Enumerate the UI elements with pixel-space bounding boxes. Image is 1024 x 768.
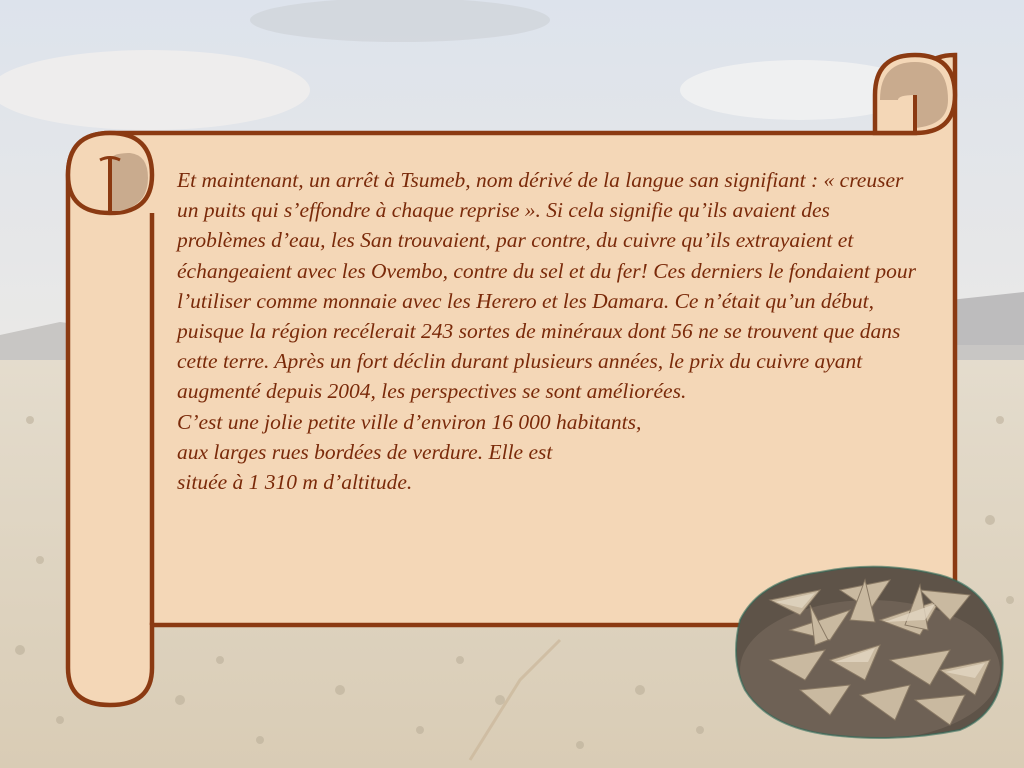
paragraph-town-line-2: aux larges rues bordées de verdure. Elle est bbox=[177, 439, 553, 464]
paragraph-town-line-1: C’est une jolie petite ville d’environ 16 000 habitants, bbox=[177, 409, 642, 434]
paragraph-town-line-3: située à 1 310 m d’altitude. bbox=[177, 470, 413, 495]
slide-body-text bbox=[177, 165, 937, 497]
paragraph-tsumeb-history: Et maintenant, un arrêt à Tsumeb, nom dérivé de la langue san signifiant : « creuser un puits qui s’effondre à chaque reprise ». Si cela signifie qu’ils avaient des problèmes d’eau, les San trouvaient, par contre, du cuivre qu’ils extrayaient et échangeaient avec les Ovembo, contre du sel et du fer! Ces derniers le fondaient pour l’utiliser comme monnaie avec les Herero et les Damara. Ce n’était qu’un début, puisque la région recélerait 243 sortes de minéraux dont 56 ne se trouvent que dans cette terre. Après un fort déclin durant plusieurs années, le prix du cuivre ayant augmenté depuis 2004, les perspectives se sont améliorées. bbox=[177, 168, 916, 404]
mineral-crystal-photo bbox=[730, 560, 1010, 740]
